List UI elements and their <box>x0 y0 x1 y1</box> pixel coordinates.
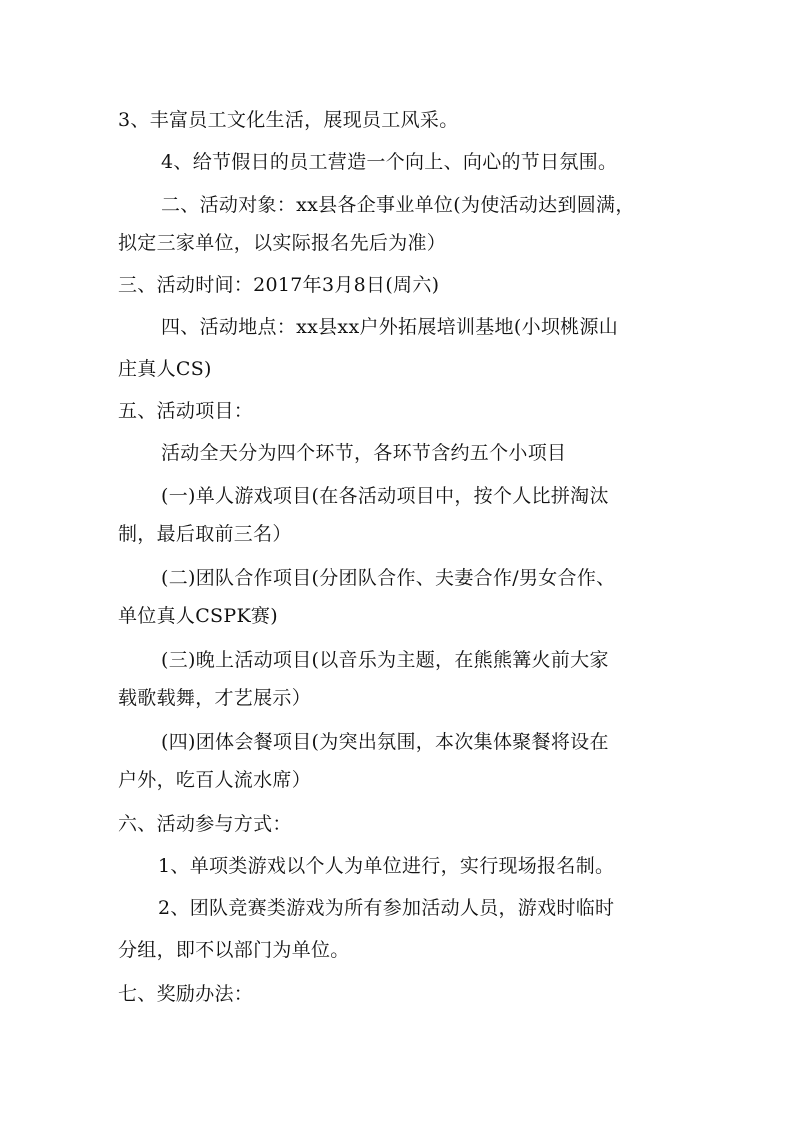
section-5-intro: 活动全天分为四个环节，各环节含约五个小项目 <box>161 442 567 464</box>
participation-item-2: 2、团队竞赛类游戏为所有参加活动人员，游戏时临时 <box>158 897 615 919</box>
section-3-heading: 三、活动时间：2017年3月8日(周六) <box>118 274 440 296</box>
participation-item-1: 1、单项类游戏以个人为单位进行，实行现场报名制。 <box>158 855 615 877</box>
project-4: (四)团体会餐项目(为突出氛围，本次集体聚餐将设在 <box>161 731 609 753</box>
section-4-continuation: 庄真人CS) <box>118 358 212 380</box>
goal-item-4: 4、给节假日的员工营造一个向上、向心的节日氛围。 <box>161 151 618 173</box>
project-2: (二)团队合作项目(分团队合作、夫妻合作/男女合作、 <box>161 567 616 589</box>
section-2-heading: 二、活动对象：xx县各企事业单位(为使活动达到圆满， <box>161 194 635 216</box>
project-3: (三)晚上活动项目(以音乐为主题，在熊熊篝火前大家 <box>161 649 609 671</box>
goal-item-3: 3、丰富员工文化生活，展现员工风采。 <box>118 109 459 131</box>
project-1: (一)单人游戏项目(在各活动项目中，按个人比拼淘汰 <box>161 485 609 507</box>
section-2-continuation: 拟定三家单位，以实际报名先后为准） <box>118 232 447 254</box>
project-1-continuation: 制，最后取前三名） <box>118 523 292 545</box>
project-4-continuation: 户外，吃百人流水席） <box>118 769 312 791</box>
participation-item-2-continuation: 分组，即不以部门为单位。 <box>118 939 350 961</box>
section-4-heading: 四、活动地点：xx县xx户外拓展培训基地(小坝桃源山 <box>161 316 619 338</box>
section-5-heading: 五、活动项目： <box>118 400 254 422</box>
project-2-continuation: 单位真人CSPK赛) <box>118 605 278 627</box>
section-7-heading: 七、奖励办法： <box>118 983 254 1005</box>
section-6-heading: 六、活动参与方式： <box>118 813 292 835</box>
project-3-continuation: 载歌载舞，才艺展示） <box>118 687 312 709</box>
